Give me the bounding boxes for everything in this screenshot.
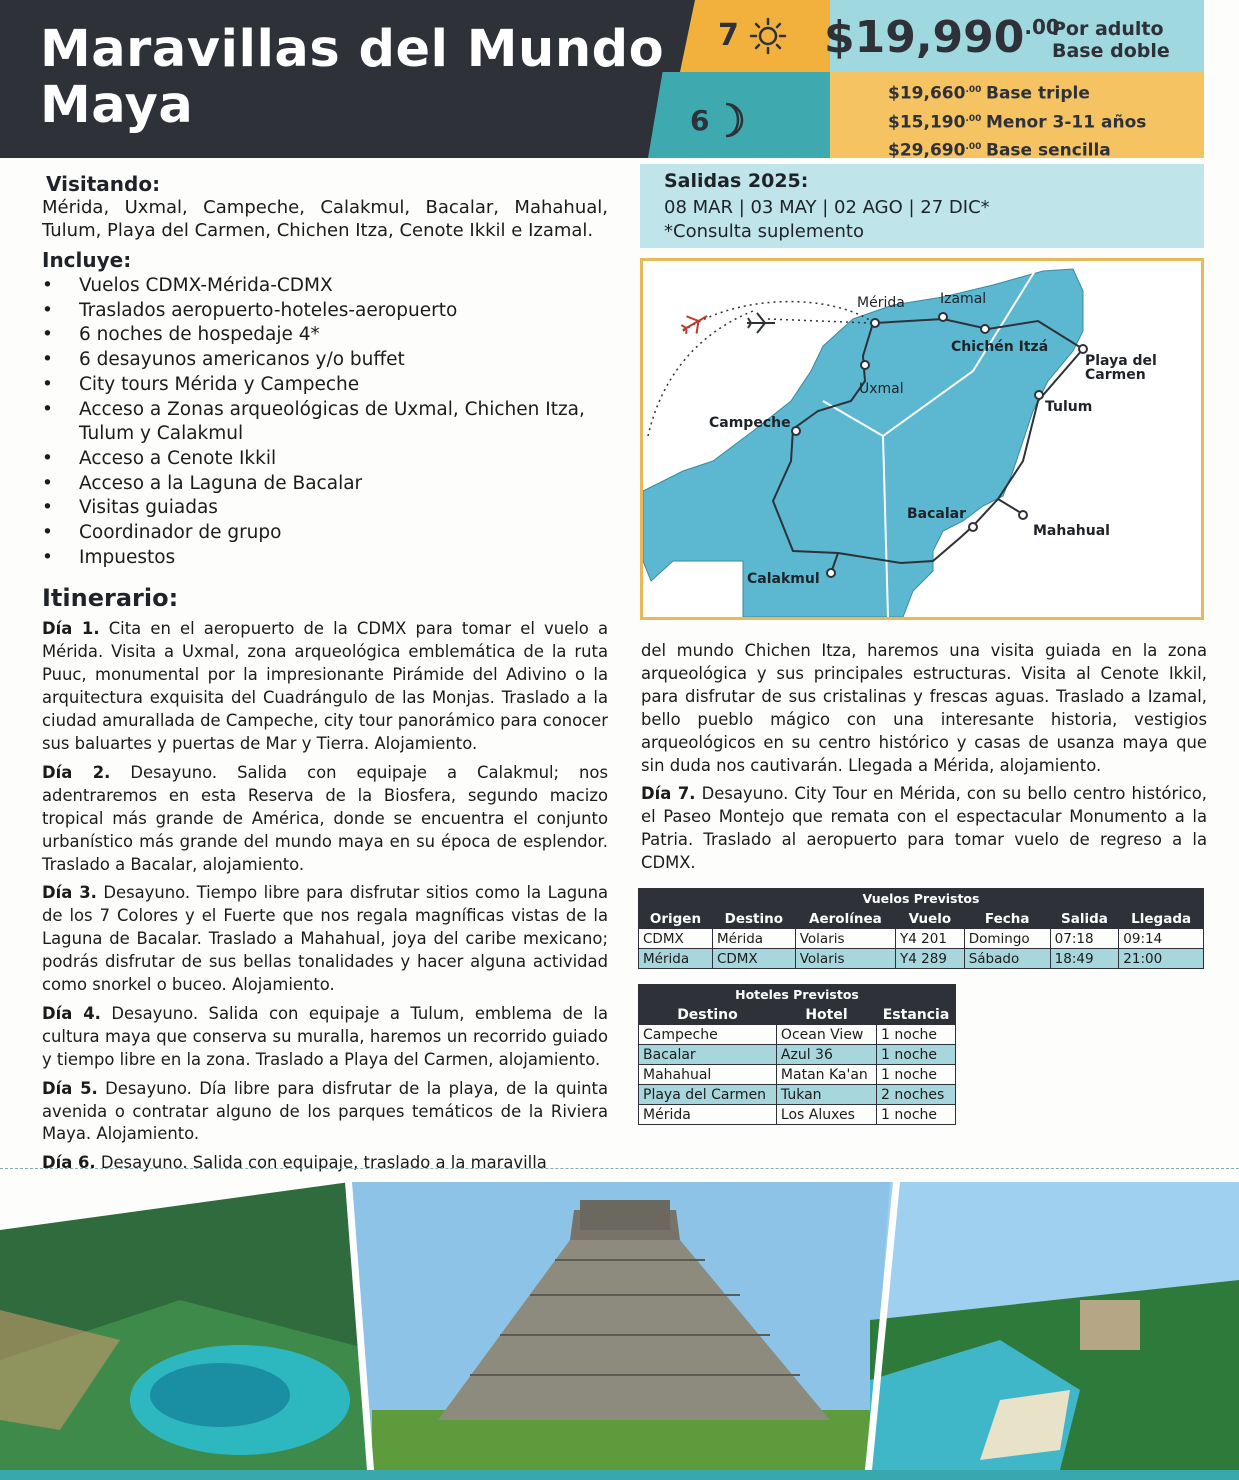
page-title (40, 22, 664, 134)
price-main (824, 12, 1060, 63)
title-line-2: Maya (40, 76, 194, 135)
day-text: Desayuno. City Tour en Mérida, con su bello centro histórico, el Paseo Montejo que remata con el espectacular Monumento a la Patria. Traslado al aeropuerto para tomar vuelo de regreso a la CDMX. (641, 784, 1207, 873)
day-text: Desayuno. Salida con equipaje a Calakmul; nos adentraremos en esta Reserva de la Biosfera, segundo macizo tropical más grande de América, donde se encuentra el conjunto urbanístico más grande del mundo maya en su época de esplendor. Traslado a Bacalar, alojamiento. (42, 762, 608, 874)
label-izamal: Izamal (940, 291, 987, 307)
table-cell: Y4 201 (896, 929, 965, 949)
table-cell: 18:49 (1050, 949, 1119, 969)
day-text: Desayuno. Salida con equipaje, traslado a la maravilla (95, 1153, 547, 1173)
marker-calakmul (827, 569, 835, 577)
table-cell: Mérida (639, 949, 713, 969)
itinerario-title: Itinerario: (42, 584, 179, 613)
flights-table (638, 888, 1204, 969)
incluye-list (42, 274, 608, 570)
price-row (888, 78, 1146, 107)
day-text: Desayuno. Salida con equipaje a Tulum, emblema de la cultura maya que conserva su muralla, haremos un recorrido guiado y tiempo libre en la zona. Traslado a Playa del Carmen, alojamiento. (42, 1003, 608, 1069)
label-merida: Mérida (857, 295, 905, 311)
marker-mahahual (1019, 511, 1027, 519)
table-header: Aerolínea (795, 909, 895, 929)
table-cell: Mérida (712, 929, 795, 949)
day-label: Día 7. (641, 784, 696, 804)
table-cell: Bacalar (639, 1045, 777, 1065)
table-cell: Ocean View (776, 1025, 876, 1045)
salidas-note: *Consulta suplemento (664, 221, 864, 242)
table-cell: Los Aluxes (776, 1105, 876, 1125)
photo-tulum (870, 1182, 1239, 1470)
incluye-title: Incluye: (42, 248, 132, 272)
photo-bacalar (0, 1182, 372, 1470)
price-note-1: Por adulto (1052, 18, 1164, 40)
day-text: Cita en el aeropuerto de la CDMX para tomar el vuelo a Mérida. Visita a Uxmal, zona arqueológica emblemática de la ruta Puuc, monumental por la impresionante Pirámide del Adivino o la arquitectura exquisita del Cuadrángulo de las Monjas. Traslado a la ciudad amurallada de Campeche, city tour panorámico para conocer sus baluartes y puertas de Mar y Tierra. Alojamiento. (42, 619, 608, 753)
photo-chichen-itza (350, 1182, 898, 1470)
marker-chichen (981, 325, 989, 333)
table-row (639, 1085, 956, 1105)
table-header: Estancia (877, 1005, 956, 1025)
day6-continued: del mundo Chichen Itza, haremos una visita guiada en la zona arqueológica y sus principales estructuras. Visita al Cenote Ikkil, para disfrutar de sus cristalinas y frescas aguas. Traslado a Izamal, bello pueblo mágico con una interesante historia, vestigios arqueológicos en su centro histórico y casas de usanza maya que sin duda nos cautivarán. Llegada a Mérida, alojamiento. (641, 641, 1207, 775)
table-row (639, 1105, 956, 1125)
price-main-cents: .00 (1024, 15, 1060, 39)
list-item: • Impuestos (42, 546, 608, 571)
price-note-2: Base doble (1052, 40, 1170, 62)
price-label: Base triple (986, 83, 1090, 104)
table-row (639, 1065, 956, 1085)
itinerary-day (42, 882, 608, 997)
marker-campeche (792, 427, 800, 435)
price-amount: $19,660 (888, 83, 966, 104)
day-label: Día 6. (42, 1153, 96, 1173)
sun-icon (748, 16, 788, 56)
price-label: Menor 3-11 años (986, 112, 1147, 133)
table-cell: Sábado (964, 949, 1050, 969)
day-label: Día 3. (42, 883, 97, 903)
table-cell: Y4 289 (896, 949, 965, 969)
marker-playa (1079, 345, 1087, 353)
header (0, 0, 1239, 161)
table-cell: Tukan (776, 1085, 876, 1105)
table-cell: 1 noche (877, 1025, 956, 1045)
price-amount: $29,690 (888, 140, 966, 161)
visitando-text: Mérida, Uxmal, Campeche, Calakmul, Bacalar, Mahahual, Tulum, Playa del Carmen, Chichen Itza, Cenote Ikkil e Izamal. (42, 197, 608, 241)
table-cell: 07:18 (1050, 929, 1119, 949)
itinerary-day (42, 1078, 608, 1147)
table-row (639, 1045, 956, 1065)
photo-strip (0, 1160, 1239, 1480)
price-row (888, 135, 1146, 164)
table-cell: CDMX (639, 929, 713, 949)
price-cents: .00 (965, 85, 982, 95)
price-list (888, 78, 1146, 164)
day-label: Día 4. (42, 1003, 101, 1023)
salidas-dates: 08 MAR | 03 MAY | 02 AGO | 27 DIC* (664, 197, 990, 218)
table-cell: 1 noche (877, 1045, 956, 1065)
day-text: Desayuno. Tiempo libre para disfrutar sitios como la Laguna de los 7 Colores y el Fuerte que nos regala magníficas vistas de la Laguna de Bacalar. Traslado a Mahahual, joya del caribe mexicano; podrás disfrutar de sus bellas tonalidades y hacer alguna actividad como snorkel o buceo. Alojamiento. (42, 883, 609, 995)
price-label: Base sencilla (986, 140, 1111, 161)
table-cell: Volaris (795, 929, 895, 949)
table-cell: Mérida (639, 1105, 777, 1125)
label-playa-2: Carmen (1085, 367, 1146, 383)
marker-merida (871, 319, 879, 327)
label-mahahual: Mahahual (1033, 523, 1110, 539)
table-cell: Azul 36 (776, 1045, 876, 1065)
day-label: Día 2. (42, 762, 111, 782)
table-header: Salida (1050, 909, 1119, 929)
price-cents: .00 (965, 142, 982, 153)
marker-bacalar (969, 523, 977, 531)
list-item: • 6 noches de hospedaje 4* (42, 323, 608, 348)
left-column (42, 172, 608, 1181)
table-row (639, 949, 1204, 969)
salidas-box (640, 164, 1204, 248)
itinerary-day (42, 618, 608, 755)
day-text: Desayuno. Día libre para disfrutar de la playa, de la quinta avenida o contratar alguno de los parques temáticos de la Riviera Maya. Alojamiento. (42, 1078, 609, 1144)
label-campeche: Campeche (709, 415, 791, 431)
table-cell: Playa del Carmen (639, 1085, 777, 1105)
marker-tulum (1035, 391, 1043, 399)
list-item: • 6 desayunos americanos y/o buffet (42, 348, 608, 373)
table-row (639, 929, 1204, 949)
table-cell: 09:14 (1119, 929, 1204, 949)
table-cell: CDMX (712, 949, 795, 969)
marker-izamal (939, 313, 947, 321)
label-tulum: Tulum (1045, 399, 1093, 415)
table-header: Destino (712, 909, 795, 929)
label-uxmal: Uxmal (859, 381, 904, 397)
days-count: 7 (718, 18, 739, 53)
table-cell: Volaris (795, 949, 895, 969)
list-item: • Traslados aeropuerto-hoteles-aeropuerto (42, 299, 608, 324)
price-cents: .00 (965, 113, 982, 124)
hotels-caption: Hoteles Previstos (639, 985, 956, 1005)
itinerary-day (42, 1003, 608, 1072)
table-cell: 2 noches (877, 1085, 956, 1105)
price-main-note (1052, 18, 1170, 62)
route-map (640, 258, 1204, 620)
table-cell: 1 noche (877, 1105, 956, 1125)
day-label: Día 1. (42, 619, 100, 639)
map-svg (643, 261, 1201, 617)
table-cell: Domingo (964, 929, 1050, 949)
table-header: Vuelo (896, 909, 965, 929)
table-row (639, 1025, 956, 1045)
table-cell: Matan Ka'an (776, 1065, 876, 1085)
bottom-bar (0, 1470, 1239, 1480)
title-line-1: Maravillas del Mundo (40, 20, 665, 79)
moon-icon (718, 100, 752, 140)
day-label: Día 5. (42, 1078, 98, 1098)
label-chichen: Chichén Itzá (951, 339, 1049, 355)
flights-caption: Vuelos Previstos (639, 889, 1204, 909)
list-item: • Vuelos CDMX-Mérida-CDMX (42, 274, 608, 299)
label-calakmul: Calakmul (747, 571, 820, 587)
price-amount: $15,190 (888, 112, 966, 133)
price-main-amount: $19,990 (824, 12, 1025, 63)
list-item: • Acceso a la Laguna de Bacalar (42, 472, 608, 497)
price-row (888, 107, 1146, 136)
right-column-text (641, 640, 1207, 881)
table-cell: 1 noche (877, 1065, 956, 1085)
marker-uxmal (861, 361, 869, 369)
table-cell: 21:00 (1119, 949, 1204, 969)
list-item: • Coordinador de grupo (42, 521, 608, 546)
table-cell: Mahahual (639, 1065, 777, 1085)
nights-count: 6 (690, 104, 710, 137)
table-header: Llegada (1119, 909, 1204, 929)
list-item: • Visitas guiadas (42, 496, 608, 521)
label-bacalar: Bacalar (907, 506, 967, 522)
list-item: • Acceso a Cenote Ikkil (42, 447, 608, 472)
table-header: Fecha (964, 909, 1050, 929)
label-playa-1: Playa del (1085, 353, 1157, 369)
hotels-table (638, 984, 956, 1125)
list-item: • City tours Mérida y Campeche (42, 373, 608, 398)
salidas-title: Salidas 2025: (664, 170, 809, 192)
itinerary-day (641, 783, 1207, 875)
table-cell: Campeche (639, 1025, 777, 1045)
list-item: • Acceso a Zonas arqueológicas de Uxmal, Chichen Itza, Tulum y Calakmul (42, 398, 608, 447)
itinerary-day (42, 762, 608, 877)
visitando-title: Visitando: (46, 172, 161, 196)
table-header: Origen (639, 909, 713, 929)
table-header: Destino (639, 1005, 777, 1025)
table-header: Hotel (776, 1005, 876, 1025)
